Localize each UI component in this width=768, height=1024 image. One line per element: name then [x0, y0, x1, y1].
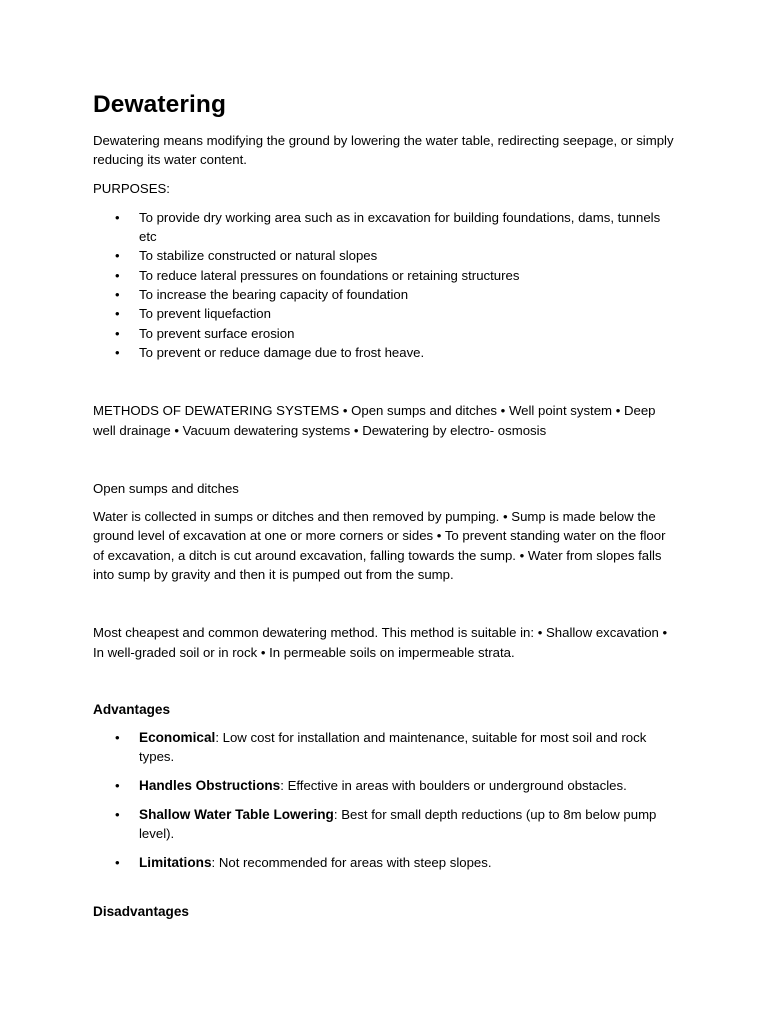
bullet-icon: •: [115, 306, 120, 322]
list-item: [93, 246, 676, 265]
list-item: [93, 343, 676, 362]
advantage-term: Limitations: [139, 855, 212, 871]
open-sumps-heading: Open sumps and ditches: [93, 480, 239, 496]
advantage-term: Economical: [139, 729, 216, 745]
page-title: Dewatering: [93, 91, 227, 118]
advantage-text: : Not recommended for areas with steep slopes.: [211, 855, 492, 871]
bullet-icon: •: [115, 807, 120, 823]
advantage-text: : Effective in areas with boulders or underground obstacles.: [280, 778, 627, 794]
advantage-text: : Best for small depth reductions (up to 8m below pump level).: [139, 807, 657, 842]
purposes-list: [93, 208, 676, 362]
list-item: [93, 728, 676, 767]
suitability-paragraph: Most cheapest and common dewatering method. This method is suitable in: • Shallow excavation • In well-graded soil or in rock • In permeable soils on impermeable strata.: [93, 625, 668, 660]
bullet-icon: •: [115, 248, 120, 264]
bullet-icon: •: [115, 287, 120, 303]
purpose-text: To prevent surface erosion: [139, 325, 295, 341]
purpose-text: To prevent or reduce damage due to frost heave.: [139, 344, 425, 360]
list-item: [93, 285, 676, 304]
purpose-text: To reduce lateral pressures on foundations or retaining structures: [139, 267, 520, 283]
list-item: [93, 208, 676, 247]
purpose-text: To provide dry working area such as in excavation for building foundations, dams, tunnels etc: [139, 209, 661, 245]
disadvantages-heading: Disadvantages: [93, 903, 189, 919]
purpose-text: To increase the bearing capacity of foundation: [139, 287, 409, 303]
advantage-term: Shallow Water Table Lowering: [139, 807, 334, 823]
advantages-list: [93, 728, 676, 873]
bullet-icon: •: [115, 267, 120, 283]
advantages-heading: Advantages: [93, 701, 171, 717]
purposes-label: PURPOSES:: [93, 180, 170, 196]
advantage-term: Handles Obstructions: [139, 778, 281, 794]
bullet-icon: •: [115, 729, 120, 745]
methods-paragraph: METHODS OF DEWATERING SYSTEMS • Open sumps and ditches • Well point system • Deep well drainage • Vacuum dewatering systems • Dewatering by electro- osmosis: [93, 403, 656, 438]
list-item: [93, 304, 676, 323]
bullet-icon: •: [115, 855, 120, 871]
list-item: [93, 776, 676, 795]
list-item: [93, 805, 676, 844]
list-item: [93, 324, 676, 343]
bullet-icon: •: [115, 344, 120, 360]
open-sumps-paragraph: Water is collected in sumps or ditches and then removed by pumping. • Sump is made below the ground level of excavation at one or more corners or sides • To prevent standing water on the floor of excavation, a ditch is cut around excavation, falling towards the sump. • Water from slopes falls into sump by gravity and then it is pumped out from the sump.: [93, 509, 666, 583]
list-item: [93, 266, 676, 285]
purpose-text: To prevent liquefaction: [139, 306, 271, 322]
intro-paragraph: Dewatering means modifying the ground by lowering the water table, redirecting seepage, or simply reducing its water content.: [93, 133, 674, 168]
bullet-icon: •: [115, 325, 120, 341]
advantage-text: : Low cost for installation and maintenance, suitable for most soil and rock types.: [139, 729, 647, 765]
bullet-icon: •: [115, 778, 120, 794]
purpose-text: To stabilize constructed or natural slopes: [139, 248, 378, 264]
bullet-icon: •: [115, 209, 120, 225]
list-item: [93, 853, 676, 872]
